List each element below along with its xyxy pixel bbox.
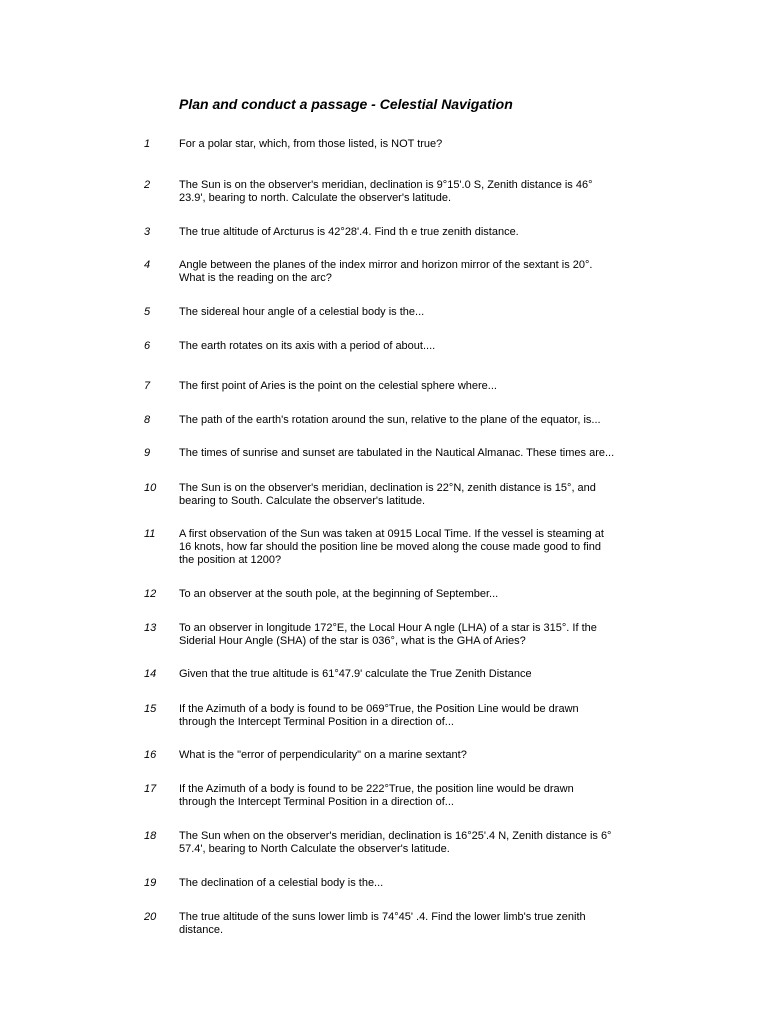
question-number: 18 bbox=[144, 830, 157, 842]
question-text: Given that the true altitude is 61°47.9' calculate the True Zenith Distance bbox=[179, 668, 532, 680]
document-title: Plan and conduct a passage - Celestial Navigation bbox=[179, 96, 513, 112]
question-text: If the Azimuth of a body is found to be 069°True, the Position Line would be drawn through the Intercept Terminal Position in a direction of... bbox=[179, 703, 579, 728]
question-text: What is the "error of perpendicularity" on a marine sextant? bbox=[179, 749, 467, 761]
question-text: For a polar star, which, from those listed, is NOT true? bbox=[179, 138, 443, 150]
question-number: 19 bbox=[144, 877, 157, 889]
question-number: 14 bbox=[144, 668, 157, 680]
question-text: The Sun when on the observer's meridian, declination is 16°25'.4 N, Zenith distance is 6° 57.4', bearing to North Calculate the observer's latitude. bbox=[179, 830, 612, 855]
question-number: 13 bbox=[144, 622, 157, 634]
question-text: The declination of a celestial body is the... bbox=[179, 877, 384, 889]
question-number: 10 bbox=[144, 482, 157, 494]
question-text: A first observation of the Sun was taken at 0915 Local Time. If the vessel is steaming at 16 knots, how far should the position line be moved along the couse made good to find the position at 1200? bbox=[179, 528, 604, 566]
question-text: The Sun is on the observer's meridian, declination is 22°N, zenith distance is 15°, and bearing to South. Calculate the observer's latitude. bbox=[179, 482, 596, 507]
question-number: 20 bbox=[144, 911, 157, 923]
question-number: 3 bbox=[144, 226, 151, 238]
question-number: 16 bbox=[144, 749, 157, 761]
question-number: 9 bbox=[144, 447, 151, 459]
question-number: 12 bbox=[144, 588, 157, 600]
question-text: To an observer in longitude 172°E, the Local Hour A ngle (LHA) of a star is 315°. If the Siderial Hour Angle (SHA) of the star is 036°, what is the GHA of Aries? bbox=[179, 622, 597, 647]
question-number: 5 bbox=[144, 306, 151, 318]
question-number: 4 bbox=[144, 259, 151, 271]
question-number: 11 bbox=[144, 528, 156, 540]
question-number: 8 bbox=[144, 414, 151, 426]
question-text: The path of the earth's rotation around the sun, relative to the plane of the equator, is... bbox=[179, 414, 601, 426]
question-text: If the Azimuth of a body is found to be 222°True, the position line would be drawn through the Intercept Terminal Position in a direction of... bbox=[179, 783, 574, 808]
question-number: 6 bbox=[144, 340, 151, 352]
question-text: Angle between the planes of the index mirror and horizon mirror of the sextant is 20°. What is the reading on the arc? bbox=[179, 259, 593, 284]
question-text: The first point of Aries is the point on the celestial sphere where... bbox=[179, 380, 497, 392]
question-number: 7 bbox=[144, 380, 151, 392]
question-text: The earth rotates on its axis with a period of about.... bbox=[179, 340, 436, 352]
question-number: 15 bbox=[144, 703, 157, 715]
question-number: 1 bbox=[144, 138, 151, 150]
question-text: The times of sunrise and sunset are tabulated in the Nautical Almanac. These times are... bbox=[179, 447, 615, 459]
question-text: The true altitude of the suns lower limb is 74°45' .4. Find the lower limb's true zenith distance. bbox=[179, 911, 586, 936]
question-text: The sidereal hour angle of a celestial body is the... bbox=[179, 306, 425, 318]
question-number: 17 bbox=[144, 783, 157, 795]
question-text: The Sun is on the observer's meridian, declination is 9°15'.0 S, Zenith distance is 46° 23.9', bearing to north. Calculate the observer's latitude. bbox=[179, 179, 593, 204]
question-text: To an observer at the south pole, at the beginning of September... bbox=[179, 588, 499, 600]
question-number: 2 bbox=[144, 179, 151, 191]
question-text: The true altitude of Arcturus is 42°28'.4. Find th e true zenith distance. bbox=[179, 226, 519, 238]
